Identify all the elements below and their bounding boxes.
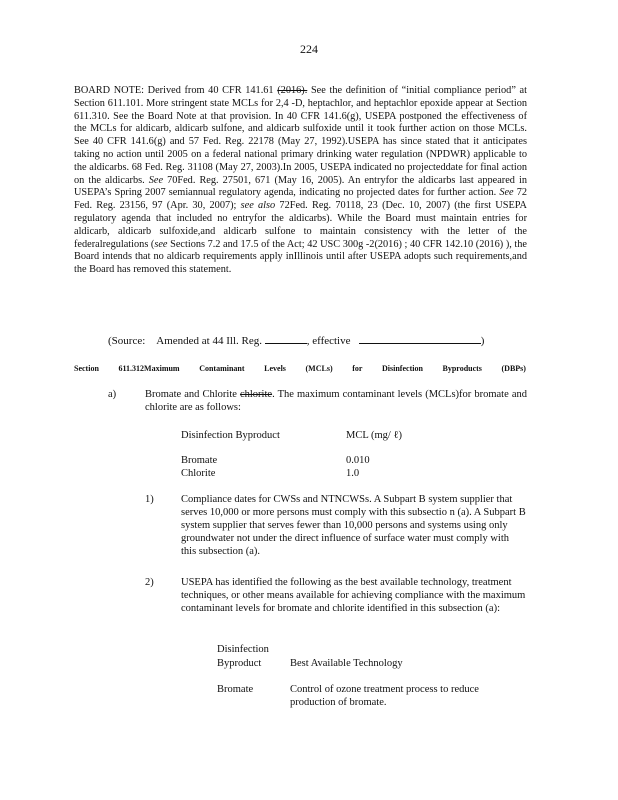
- section-heading-word: (MCLs): [305, 364, 333, 373]
- source-open: (Source:: [108, 335, 146, 347]
- subsection-a-text: [145, 388, 527, 414]
- item-1-label: 1): [145, 494, 154, 505]
- see-signal-1: See: [148, 174, 164, 186]
- reg-blank: [265, 334, 307, 344]
- bat-row-tech: Control of ozone treatment process to reduce production of bromate.: [290, 684, 479, 708]
- see-also-signal: see also: [240, 200, 276, 212]
- board-note-text-5: Sections 7.2 and 17.5 of the Act; 42 USC 300g -2(2016) ; 40 CFR 142.10 (2016) ), the Board intends that no aldicarb requirements apply inIllinois until after USEPA adopts such requirements,and the Board has removed this statement.: [74, 238, 527, 276]
- mcl-row-name: Bromate: [181, 455, 218, 466]
- item-2-label: 2): [145, 577, 154, 588]
- board-note-lead: BOARD NOTE: Derived from 40 CFR 141.61: [74, 85, 278, 96]
- mcl-col1-header: Disinfection Byproduct: [181, 430, 280, 441]
- section-heading-word: Levels: [264, 364, 286, 373]
- board-note-text-4: 72Fed. Reg. 70118, 23 (Dec. 10, 2007) (the first USEPA regulatory agenda that included no entryfor the aldicarbs). While the Board must maintain entries for aldicarb, aldicarb sulfoxide,and aldicarb sulfone to maintain consistency with the letter of the federalregulations (: [74, 200, 527, 250]
- mcl-row-name: Chlorite: [181, 468, 216, 479]
- see-signal-2: See: [499, 187, 514, 199]
- source-effective: , effective: [306, 335, 351, 347]
- section-heading-word: Byproducts: [442, 364, 482, 373]
- board-note-text-2: 70Fed. Reg. 27501, 671 (May 16, 2005). An entryfor the aldicarbs last appeared in USEPA’s Spring 2007 semiannual regulatory agenda, indicating no projected dates for further action.: [74, 174, 528, 199]
- effective-date-blank: [359, 334, 481, 344]
- subsection-a-struck: chlorite: [239, 389, 273, 400]
- bat-col1-header-line1: Disinfection: [217, 644, 269, 655]
- source-close: ): [480, 335, 485, 347]
- mcl-row-value: 1.0: [346, 468, 360, 479]
- item-2-text: USEPA has identified the following as the best available technology, treatment techniques, or other means available for achieving compliance with the maximum contaminant levels for bromate and chlorite identified in this subsection (a):: [181, 577, 526, 614]
- see-signal-3: see: [154, 238, 168, 250]
- mcl-col2-header: MCL (mg/ ℓ): [346, 430, 402, 441]
- board-note: [74, 85, 527, 277]
- bat-row-name: Bromate: [217, 684, 254, 695]
- bat-col2-header: Best Available Technology: [290, 658, 403, 669]
- subsection-a-lead: Bromate and Chlorite: [145, 389, 240, 400]
- section-heading-word: Section: [74, 364, 99, 373]
- section-heading-word: for: [352, 364, 363, 373]
- subsection-a-label: a): [108, 389, 117, 400]
- section-heading-word: (DBPs): [501, 364, 526, 373]
- subsection-a-rest: . The maximum contaminant levels (MCLs)for bromate and chlorite are as follows:: [145, 389, 527, 413]
- bat-col1-header-line2: Byproduct: [217, 658, 262, 669]
- source-amended: Amended at 44 Ill. Reg.: [156, 335, 262, 347]
- item-1-text: Compliance dates for CWSs and NTNCWSs. A Subpart B system supplier that serves 10,000 or more persons must comply with this subsectio n (a). A Subpart B system supplier that serves fewer than 10,000 persons and systems using only groundwater not under the direct influence of surface water must comply with this subsection (a).: [181, 494, 526, 557]
- section-heading-word: Disinfection: [382, 364, 423, 373]
- board-note-text-3: 72 Fed. Reg. 23156, 97 (Apr. 30, 2007);: [74, 187, 528, 212]
- section-heading-word: 611.312Maximum: [118, 364, 180, 373]
- board-note-text-1: See the definition of “initial compliance period” at Section 611.101. More stringent state MCLs for 2,4 -D, heptachlor, and heptachlor epoxide appear at Section 611.310. See the Board Note at that provision. In 40 CFR 141.6(g), USEPA postponed the effectiveness of the MCLs for aldicarb, aldicarb sulfone, and aldicarb sulfoxide until it took further action on those MCLs. See 40 CFR 141.6(g) and 57 Fed. Reg. 22178 (May 27, 1992).USEPA has since stated that it anticipates taking no action until 2005 on a federal national primary drinking water regulation (NPDWR) applicable to the aldicarbs. 68 Fed. Reg. 31108 (May 27, 2003).In 2005, USEPA indicated no projecteddate for final action on the aldicarbs.: [74, 85, 527, 186]
- section-heading-word: Contaminant: [199, 364, 245, 373]
- mcl-row-value: 0.010: [346, 455, 370, 466]
- page-number: 224: [300, 42, 318, 56]
- source-line: [108, 334, 484, 347]
- section-heading: [74, 364, 526, 373]
- board-note-struck: (2016).: [277, 85, 308, 96]
